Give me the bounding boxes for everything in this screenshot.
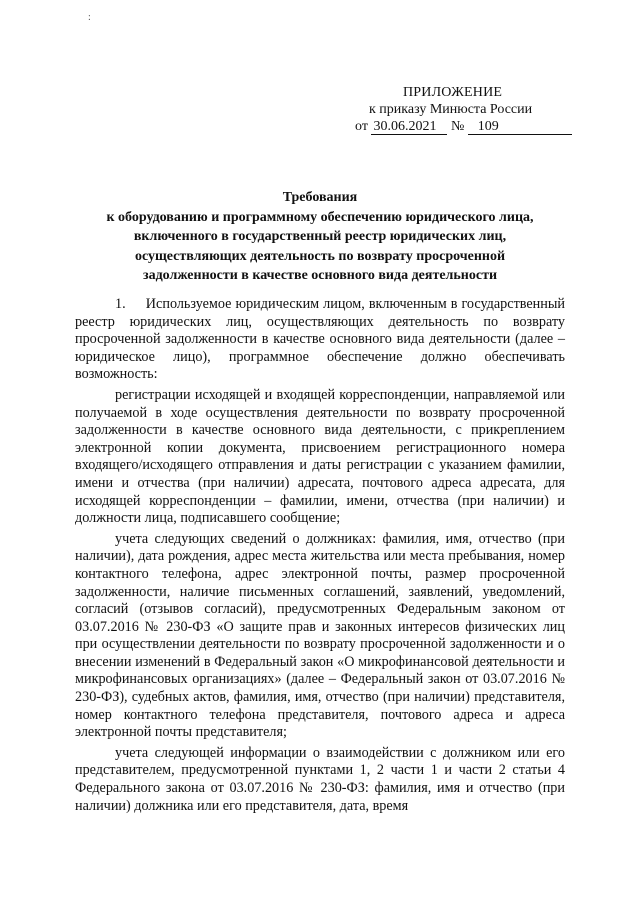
date-prefix: от	[355, 119, 368, 134]
title-line: осуществляющих деятельность по возврату просроченной	[134, 248, 506, 264]
document-body	[75, 296, 565, 815]
appendix-date-line	[355, 118, 555, 135]
paragraph-item-1: 1. Используемое юридическим лицом, включенным в государственный реестр юридических лиц, осуществляющих деятельность по возврату просроченной задолженности в качестве основного вида деятельности (далее – юридическое лицо), программное обеспечение должно обеспечивать возможность:	[75, 296, 565, 383]
appendix-heading: ПРИЛОЖЕНИЕ	[403, 85, 503, 100]
paragraph-debtor-info: учета следующих сведений о должниках: фамилия, имя, отчество (при наличии), дата рождения, адрес места жительства или места пребывания, номер контактного телефона, адрес электронной почты, размер просроченной задолженности, наличие письменных соглашений, заявлений, уведомлений, согласий (отзывов согласий), предусмотренных Федеральным законом от 03.07.2016 № 230-ФЗ «О защите прав и законных интересов физических лиц при осуществлении деятельности по возврату просроченной задолженности и о внесении изменений в Федеральный закон «О микрофинансовой деятельности и микрофинансовых организациях» (далее – Федеральный закон от 03.07.2016 № 230-ФЗ), судебных актов, фамилия, имя, отчество (при наличии) представителя, номер контактного телефона представителя, почтового адреса и адреса электронной почты представителя;	[75, 530, 565, 741]
corner-mark: :	[88, 12, 91, 23]
appendix-order-reference: к приказу Минюста России	[369, 102, 533, 117]
title-line: к оборудованию и программному обеспечению юридического лица,	[106, 209, 534, 225]
number-prefix: №	[450, 119, 465, 134]
title-line: Требования	[282, 190, 358, 205]
order-date: 30.06.2021	[371, 120, 447, 135]
order-number: 109	[468, 120, 572, 135]
appendix-header	[355, 84, 555, 135]
paragraph-correspondence: регистрации исходящей и входящей корреспонденции, направляемой или получаемой в ходе осуществления деятельности по возврату просроченной задолженности в качестве основного вида деятельности, с прикреплением электронной копии документа, присвоением регистрационного номера входящего/исходящего отправления и даты регистрации с указанием фамилии, имени и отчества (при наличии) адресата, почтового адреса адресата, для исходящей корреспонденции – фамилии, имени, отчества (при наличии) и должности лица, подписавшего сообщение;	[75, 386, 565, 527]
title-line: включенного в государственный реестр юридических лиц,	[133, 229, 507, 244]
document-title	[72, 188, 568, 286]
title-line: задолженности в качестве основного вида деятельности	[142, 268, 498, 283]
paragraph-interaction-info: учета следующей информации о взаимодействии с должником или его представителем, предусмотренной пунктами 1, 2 части 1 и части 2 статьи 4 Федерального закона от 03.07.2016 № 230-ФЗ: фамилия, имя и отчество (при наличии) должника или его представителя, дата, время	[75, 744, 565, 814]
